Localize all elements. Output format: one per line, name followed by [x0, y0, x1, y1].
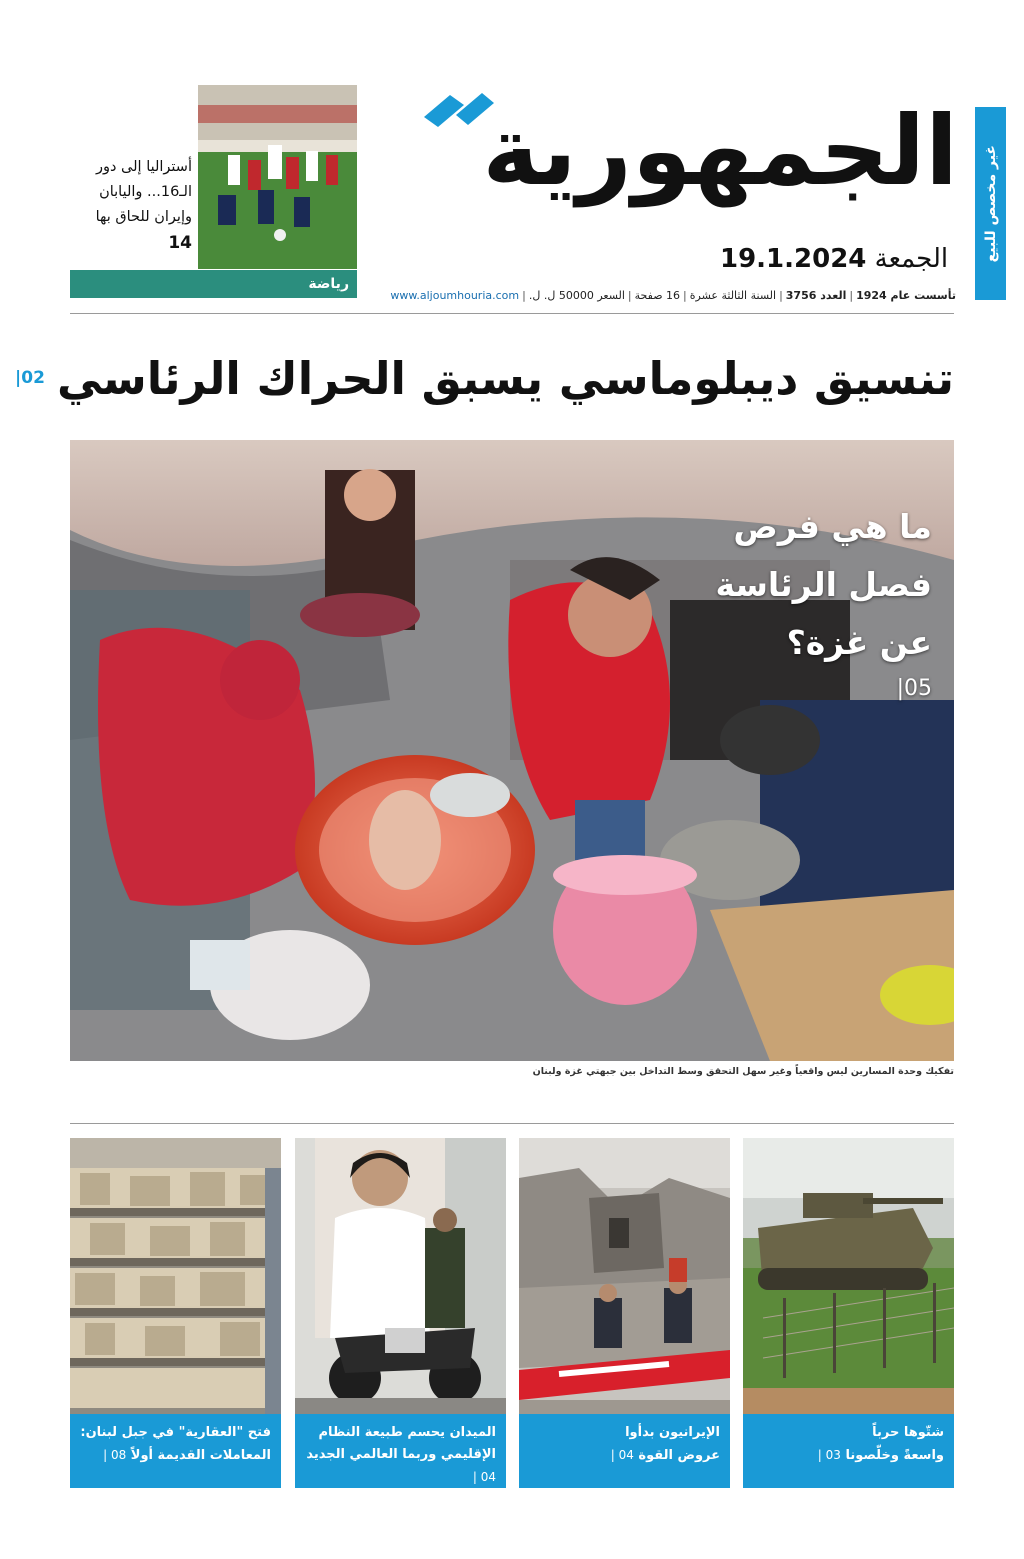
newspaper-title[interactable]: الجمهورية [482, 95, 958, 207]
story-4-line-2: المعاملات القديمة أولاً [130, 1448, 271, 1463]
hero-overlay[interactable] [672, 498, 932, 701]
story-4-photo [70, 1138, 281, 1414]
story-card-1[interactable] [743, 1138, 954, 1488]
main-headline-text: تنسيق ديبلوماسي يسبق الحراك الرئاسي [56, 351, 954, 405]
story-card-4[interactable] [70, 1138, 281, 1488]
story-1-photo [743, 1138, 954, 1414]
meta-price: السعر 50000 ل. ل. [528, 289, 625, 302]
story-2-caption-bar [519, 1414, 730, 1488]
issue-meta: تأسست عام 1924|العدد 3756|السنة الثالثة عشرة|16 صفحة|السعر 50000 ل. ل.|www.aljoumhouria.com [390, 289, 956, 302]
main-headline[interactable] [15, 343, 954, 413]
story-3-page: 04 | [472, 1470, 496, 1484]
story-1-page: 03 | [817, 1448, 841, 1462]
issue-date-value: 19.1.2024 [720, 244, 867, 274]
story-card-3[interactable] [295, 1138, 506, 1488]
story-card-2[interactable] [519, 1138, 730, 1488]
story-2-page: 04 | [610, 1448, 634, 1462]
issue-date [720, 244, 956, 274]
story-2-photo [519, 1138, 730, 1414]
story-1-caption-bar [743, 1414, 954, 1488]
hero-title-line-3: عن غزة؟ [786, 623, 932, 662]
story-4-page: 08 | [103, 1448, 127, 1462]
story-3-photo [295, 1138, 506, 1414]
meta-founded: تأسست عام 1924 [856, 289, 956, 302]
meta-issue: العدد 3756 [785, 289, 847, 302]
sports-section-label: رياضة [308, 276, 349, 292]
meta-year: السنة الثالثة عشرة [689, 289, 777, 302]
meta-pages: 16 صفحة [634, 289, 681, 302]
story-3-caption-bar [295, 1414, 506, 1488]
issue-day: الجمعة [874, 244, 949, 274]
meta-url[interactable]: www.aljoumhouria.com [390, 289, 520, 302]
main-headline-page: 02| [15, 368, 45, 388]
sports-photo[interactable] [198, 85, 357, 269]
not-for-sale-strip [975, 107, 1006, 300]
sports-headline[interactable]: أستراليا إلى دور الـ16... واليابان وإيران للحاق بها [95, 159, 192, 225]
story-1-line-2: واسعةً وخلّصونا [845, 1448, 944, 1463]
hero-title-line-2: فصل الرئاسة [715, 565, 932, 604]
hero-photo[interactable] [70, 440, 954, 1061]
header-divider [70, 313, 954, 314]
story-3-line-1: الميدان يحسم طبيعة النظام [318, 1425, 496, 1440]
story-3-line-2: الإقليمي وربما العالمي الجديد [306, 1447, 496, 1462]
story-4-line-1: فتح "العقارية" في جبل لبنان: [80, 1425, 271, 1440]
hero-title-line-1: ما هي فرص [733, 507, 932, 546]
hero-caption: تفكيك وحدة المسارين ليس واقعياً وغير سهل التحقق وسط التداخل بين جبهتي غزة ولبنان [532, 1066, 954, 1077]
story-1-line-1: شتّوها حرباً [872, 1425, 944, 1440]
story-4-caption-bar [70, 1414, 281, 1488]
sports-page-number: 14 [168, 233, 192, 253]
not-for-sale-label: غير مخصص للبيع [982, 144, 999, 263]
story-2-line-2: عروض القوة [638, 1448, 720, 1463]
sports-section-bar[interactable] [70, 270, 357, 298]
stories-divider [70, 1123, 954, 1124]
masthead [410, 85, 958, 235]
story-2-line-1: الإيرانيون بدأوا [625, 1425, 720, 1440]
hero-page-number: 05| [896, 676, 932, 701]
